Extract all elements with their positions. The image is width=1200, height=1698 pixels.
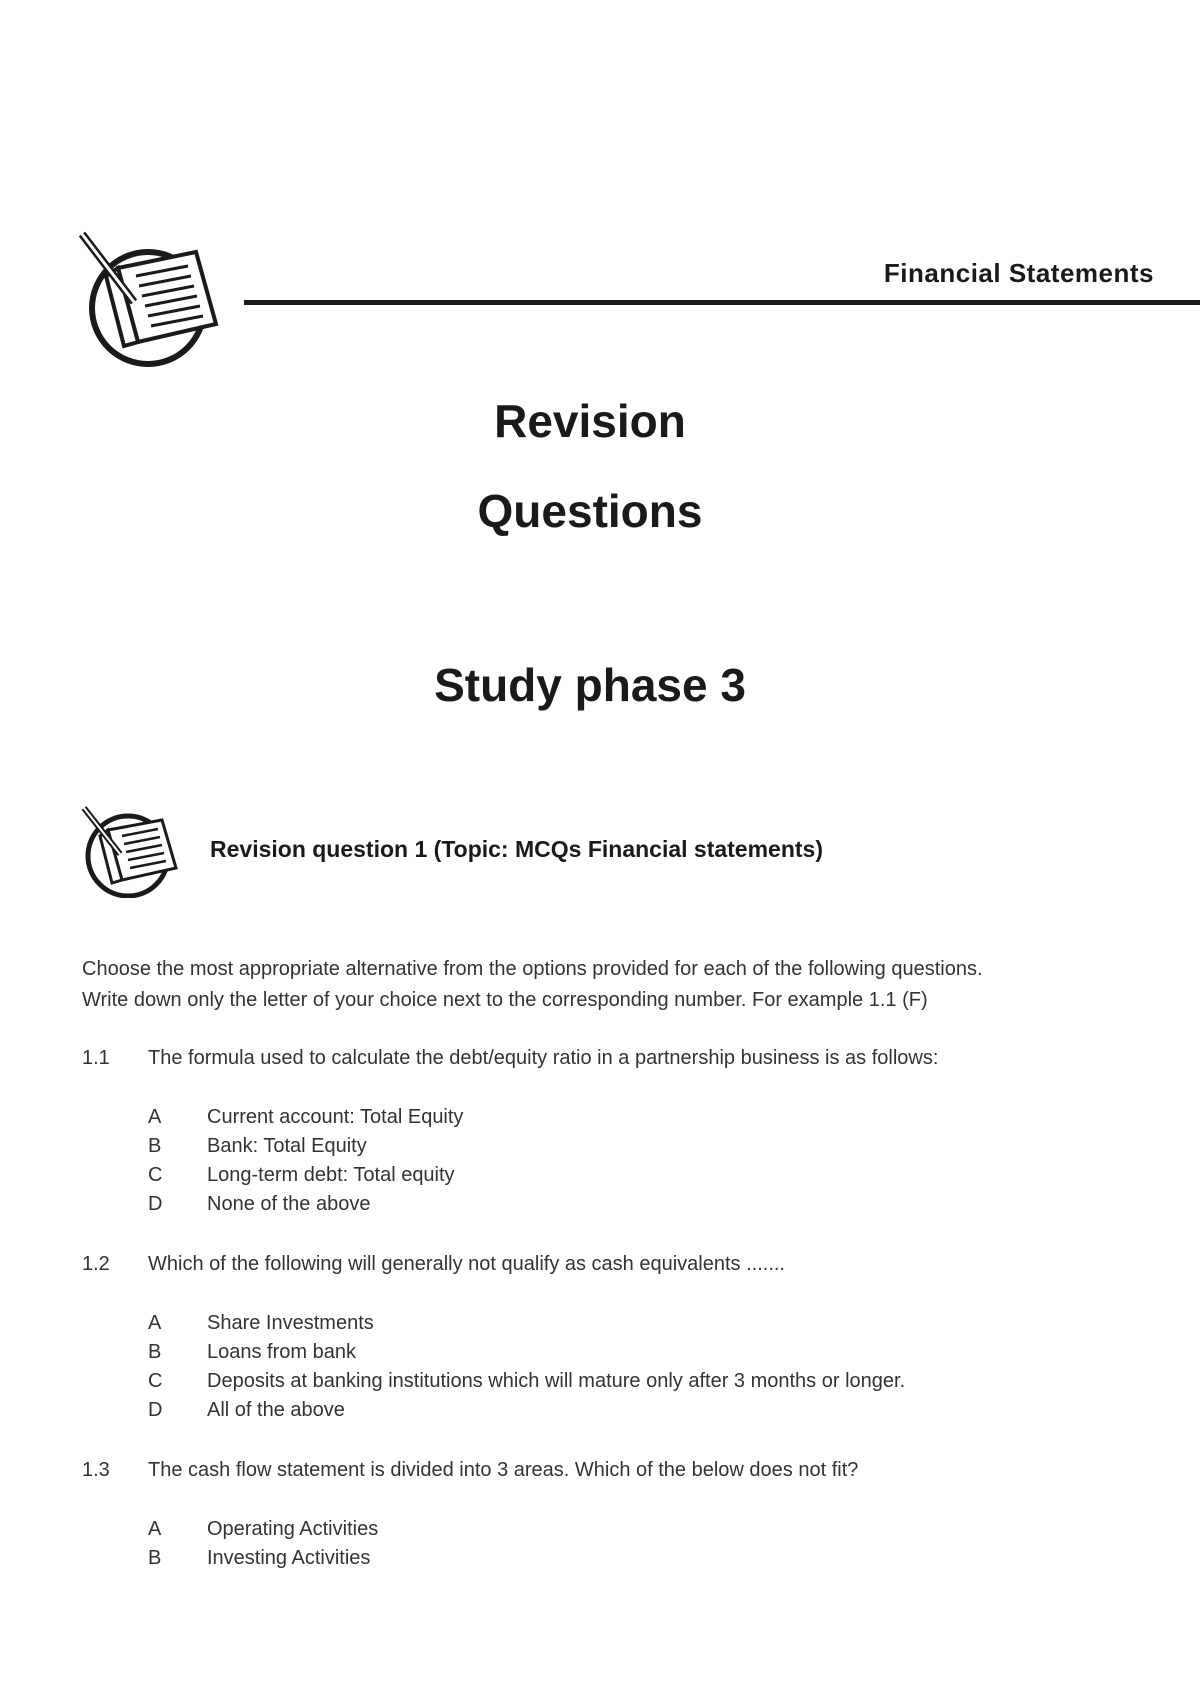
option-letter: B: [148, 1547, 162, 1569]
page-subtitle: Study phase 3: [434, 659, 746, 711]
option-letter: A: [148, 1518, 162, 1540]
option-text: Operating Activities: [207, 1518, 379, 1540]
option-letter: B: [148, 1341, 162, 1363]
option-letter: C: [148, 1370, 163, 1392]
option-letter: C: [148, 1164, 163, 1186]
book-quill-icon: [80, 804, 198, 898]
question-heading: Revision question 1 (Topic: MCQs Financial statements): [210, 836, 824, 862]
book-quill-icon: [76, 228, 246, 368]
instruction-line: Choose the most appropriate alternative from the options provided for each of the following questions.: [82, 958, 983, 980]
option-text: Deposits at banking institutions which will mature only after 3 months or longer.: [207, 1370, 906, 1392]
header-rule: [244, 300, 1200, 305]
option-letter: A: [148, 1106, 162, 1128]
question-number: 1.3: [82, 1459, 110, 1481]
page-title-line-2: Questions: [477, 485, 703, 537]
option-text: None of the above: [207, 1193, 371, 1215]
option-text: Investing Activities: [207, 1547, 371, 1569]
option-letter: D: [148, 1193, 163, 1215]
question-number: 1.1: [82, 1047, 110, 1069]
option-text: Long-term debt: Total equity: [207, 1164, 455, 1186]
page-title-line-1: Revision: [494, 395, 686, 447]
question-text: The formula used to calculate the debt/equity ratio in a partnership business is as follows:: [148, 1047, 939, 1069]
instruction-line: Write down only the letter of your choice next to the corresponding number. For example 1.1 (F): [82, 989, 928, 1011]
option-letter: B: [148, 1135, 162, 1157]
option-letter: D: [148, 1399, 163, 1421]
question-text: Which of the following will generally not qualify as cash equivalents .......: [148, 1253, 785, 1275]
section-label: Financial Statements: [883, 258, 1154, 288]
option-text: Share Investments: [207, 1312, 374, 1334]
question-number: 1.2: [82, 1253, 110, 1275]
option-text: All of the above: [207, 1399, 345, 1421]
question-text: The cash flow statement is divided into 3 areas. Which of the below does not fit?: [148, 1459, 859, 1481]
option-text: Loans from bank: [207, 1341, 356, 1363]
option-letter: A: [148, 1312, 162, 1334]
option-text: Bank: Total Equity: [207, 1135, 367, 1157]
option-text: Current account: Total Equity: [207, 1106, 464, 1128]
